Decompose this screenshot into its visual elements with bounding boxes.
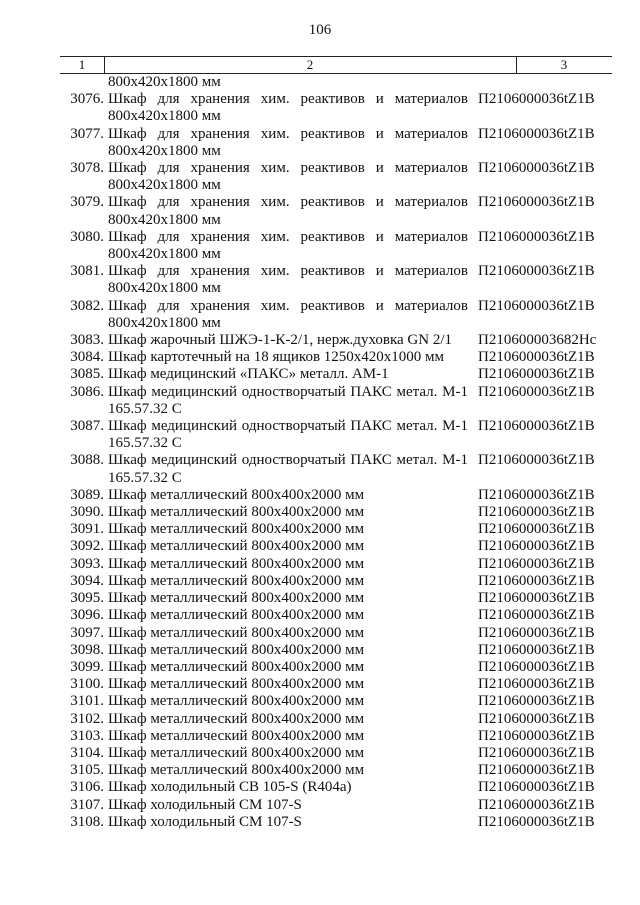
column-header-2: 2 (104, 57, 517, 73)
table-row (60, 711, 620, 728)
row-description: Шкаф холодильный СМ 107-S (108, 813, 302, 830)
continuation-text: 800x420x1800 мм (108, 74, 221, 90)
table-row (60, 814, 620, 831)
table-row (60, 625, 620, 642)
row-number: 3077. (70, 125, 104, 142)
row-description: Шкаф металлический 800x400x2000 мм (108, 641, 365, 658)
row-number: 3094. (70, 572, 104, 589)
row-number: 3089. (70, 486, 104, 503)
row-code: П2106000036tZ1B (478, 710, 595, 727)
table-row (60, 676, 620, 693)
row-code: П2106000036tZ1B (478, 504, 595, 521)
row-number: 3095. (70, 590, 104, 607)
row-code: П2106000036tZ1B (478, 486, 595, 503)
table-row (60, 91, 620, 125)
row-description: Шкаф металлический 800x400x2000 мм (108, 504, 365, 521)
row-description: Шкаф картотечный на 18 ящиков 1250x420x1000 мм (108, 349, 445, 366)
row-number: 3105. (70, 762, 104, 779)
table-row (60, 779, 620, 796)
row-code: П2106000036tZ1B (478, 693, 595, 710)
row-number: 3076. (70, 91, 104, 108)
row-description: Шкаф медицинский одностворчатый ПАКС метал. М-1 165.57.32 С (108, 383, 468, 417)
row-number: 3098. (70, 641, 104, 658)
table-row (60, 298, 620, 332)
row-number: 3082. (70, 297, 104, 314)
table-row (60, 573, 620, 590)
row-code: П2106000036tZ1B (478, 91, 595, 108)
table-row (60, 349, 620, 366)
row-code: П2106000036tZ1B (478, 607, 595, 624)
row-description: Шкаф для хранения хим. реактивов и материалов 800x420x1800 мм (108, 160, 468, 194)
table-row (60, 659, 620, 676)
row-code: П2106000036tZ1B (478, 572, 595, 589)
row-code: П2106000036tZ1B (478, 676, 595, 693)
row-number: 3096. (70, 607, 104, 624)
row-number: 3103. (70, 727, 104, 744)
table-row (60, 194, 620, 228)
row-description: Шкаф для хранения хим. реактивов и материалов 800x420x1800 мм (108, 263, 468, 297)
row-number: 3102. (70, 710, 104, 727)
table-row (60, 521, 620, 538)
table-row (60, 762, 620, 779)
row-description: Шкаф металлический 800x400x2000 мм (108, 590, 365, 607)
row-number: 3091. (70, 521, 104, 538)
row-description: Шкаф для хранения хим. реактивов и материалов 800x420x1800 мм (108, 228, 468, 263)
table-row (60, 160, 620, 194)
row-description: Шкаф для хранения хим. реактивов и материалов 800x420x1800 мм (108, 125, 468, 159)
row-number: 3085. (70, 366, 104, 383)
row-code: П2106000036tZ1B (478, 383, 595, 400)
table-row (60, 126, 620, 160)
row-number: 3092. (70, 538, 104, 555)
table-row (60, 332, 620, 349)
row-code: П2106000036tZ1B (478, 194, 595, 211)
row-description: Шкаф металлический 800x400x2000 мм (108, 762, 365, 779)
row-description: Шкаф металлический 800x400x2000 мм (108, 572, 365, 589)
table-row (60, 229, 620, 263)
table-row (60, 728, 620, 745)
table-row (60, 487, 620, 504)
row-description: Шкаф холодильный СМ 107-S (108, 796, 302, 813)
row-code: П2106000036tZ1B (478, 779, 595, 796)
row-code: П2106000036tZ1B (478, 297, 595, 314)
row-number: 3081. (70, 263, 104, 280)
row-code: П2106000036tZ1B (478, 452, 595, 469)
table-row (60, 504, 620, 521)
row-number: 3079. (70, 194, 104, 211)
row-number: 3108. (70, 813, 104, 830)
row-description: Шкаф металлический 800x400x2000 мм (108, 538, 365, 555)
row-code: П2106000036tZ1B (478, 418, 595, 435)
row-description: Шкаф металлический 800x400x2000 мм (108, 727, 365, 744)
table-row (60, 745, 620, 762)
row-code: П2106000036tZ1B (478, 349, 595, 366)
table-row (60, 693, 620, 710)
row-number: 3099. (70, 658, 104, 675)
table-row (60, 607, 620, 624)
row-number: 3088. (70, 452, 104, 469)
row-number: 3107. (70, 796, 104, 813)
continuation-row (60, 74, 620, 91)
row-number: 3106. (70, 779, 104, 796)
row-code: П2106000036tZ1B (478, 538, 595, 555)
row-description: Шкаф для хранения хим. реактивов и материалов 800x420x1800 мм (108, 91, 468, 125)
row-number: 3087. (70, 418, 104, 435)
column-header-3: 3 (560, 57, 568, 72)
row-code: П210600003682Hc (478, 332, 597, 349)
row-description: Шкаф металлический 800x400x2000 мм (108, 693, 365, 710)
row-number: 3097. (70, 624, 104, 641)
row-number: 3086. (70, 383, 104, 400)
row-number: 3078. (70, 160, 104, 177)
table-row (60, 642, 620, 659)
row-code: П2106000036tZ1B (478, 228, 595, 245)
row-code: П2106000036tZ1B (478, 555, 595, 572)
row-code: П2106000036tZ1B (478, 160, 595, 177)
column-header-1: 1 (60, 57, 105, 73)
row-number: 3104. (70, 744, 104, 761)
table-row (60, 797, 620, 814)
row-number: 3083. (70, 332, 104, 349)
row-number: 3080. (70, 228, 104, 245)
row-description: Шкаф металлический 800x400x2000 мм (108, 676, 365, 693)
row-code: П2106000036tZ1B (478, 521, 595, 538)
table-row (60, 538, 620, 555)
row-description: Шкаф металлический 800x400x2000 мм (108, 658, 365, 675)
row-code: П2106000036tZ1B (478, 727, 595, 744)
row-code: П2106000036tZ1B (478, 641, 595, 658)
row-code: П2106000036tZ1B (478, 590, 595, 607)
row-number: 3100. (70, 676, 104, 693)
row-description: Шкаф для хранения хим. реактивов и материалов 800x420x1800 мм (108, 194, 468, 228)
row-code: П2106000036tZ1B (478, 813, 595, 830)
row-code: П2106000036tZ1B (478, 658, 595, 675)
row-code: П2106000036tZ1B (478, 125, 595, 142)
row-description: Шкаф металлический 800x400x2000 мм (108, 521, 365, 538)
row-number: 3093. (70, 555, 104, 572)
row-description: Шкаф металлический 800x400x2000 мм (108, 607, 365, 624)
row-number: 3101. (70, 693, 104, 710)
row-description: Шкаф медицинский одностворчатый ПАКС метал. М-1 165.57.32 С (108, 418, 468, 452)
page-number: 106 (308, 22, 332, 38)
row-number: 3090. (70, 504, 104, 521)
row-code: П2106000036tZ1B (478, 263, 595, 280)
row-description: Шкаф металлический 800x400x2000 мм (108, 710, 365, 727)
row-description: Шкаф металлический 800x400x2000 мм (108, 486, 365, 503)
table-row (60, 452, 620, 486)
table-row (60, 418, 620, 452)
row-code: П2106000036tZ1B (478, 624, 595, 641)
table-row (60, 263, 620, 297)
row-description: Шкаф холодильный СВ 105-S (R404a) (108, 779, 352, 796)
table-row (60, 366, 620, 383)
row-number: 3084. (70, 349, 104, 366)
row-description: Шкаф для хранения хим. реактивов и материалов 800x420x1800 мм (108, 297, 468, 331)
row-code: П2106000036tZ1B (478, 366, 595, 383)
row-description: Шкаф медицинский «ПАКС» металл. АМ-1 (108, 366, 389, 383)
table-body (60, 74, 620, 831)
row-code: П2106000036tZ1B (478, 744, 595, 761)
row-description: Шкаф металлический 800x400x2000 мм (108, 555, 365, 572)
row-description: Шкаф металлический 800x400x2000 мм (108, 744, 365, 761)
row-code: П2106000036tZ1B (478, 796, 595, 813)
row-description: Шкаф жарочный ШЖЭ-1-К-2/1, нерж.духовка GN 2/1 (108, 332, 453, 349)
table-row (60, 590, 620, 607)
table-row (60, 556, 620, 573)
row-code: П2106000036tZ1B (478, 762, 595, 779)
table-header (60, 56, 612, 74)
table-row (60, 384, 620, 418)
row-description: Шкаф металлический 800x400x2000 мм (108, 624, 365, 641)
row-description: Шкаф медицинский одностворчатый ПАКС метал. М-1 165.57.32 С (108, 452, 468, 486)
